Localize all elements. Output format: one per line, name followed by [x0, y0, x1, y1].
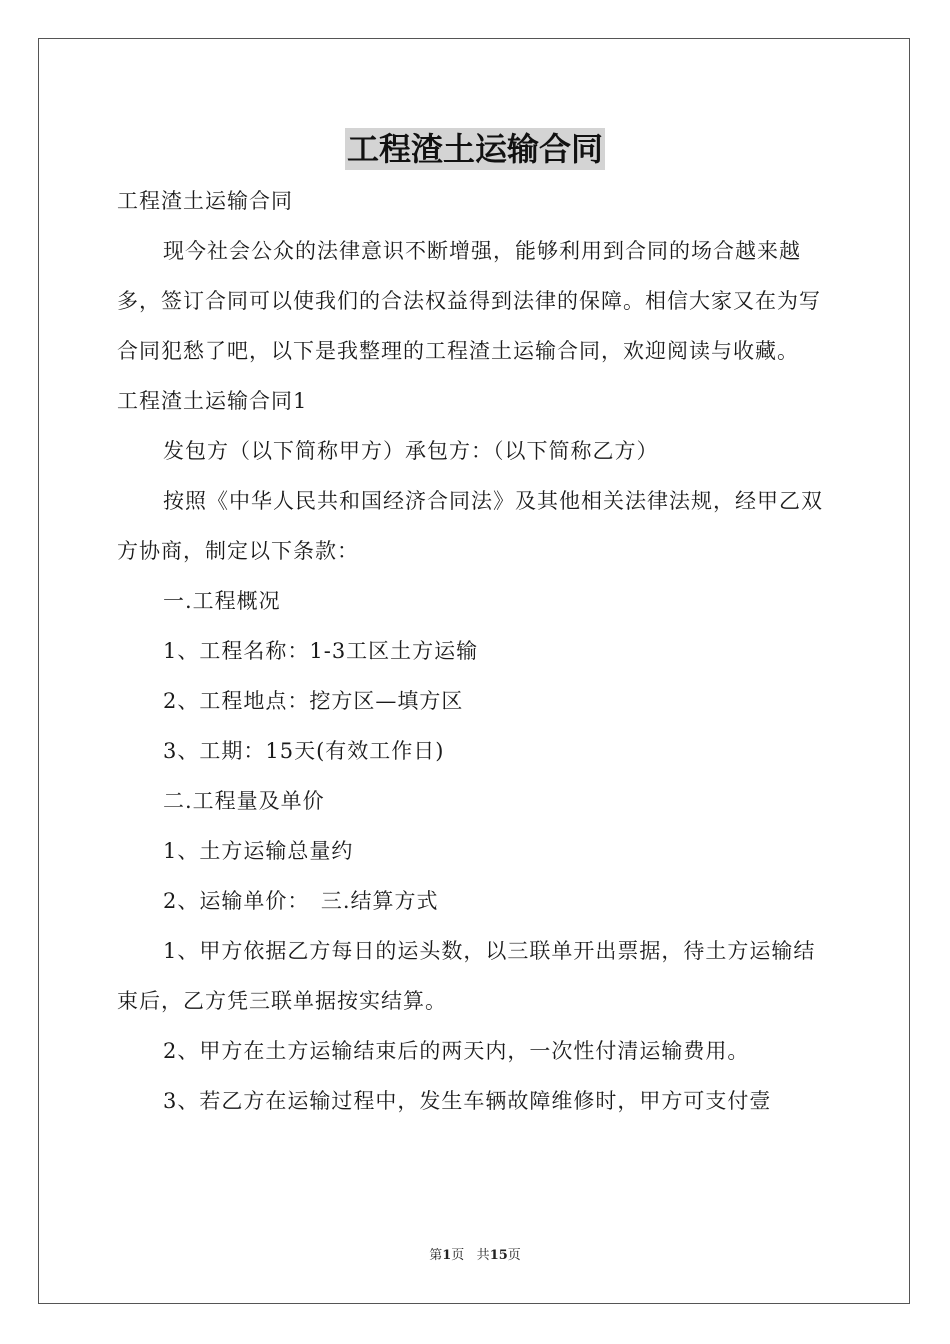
footer-total-prefix: 共	[476, 1248, 490, 1263]
footer-page-suffix: 页	[451, 1248, 465, 1263]
list-item: 1、甲方依据乙方每日的运头数，以三联单开出票据，待土方运输结束后，乙方凭三联单据按实结算。	[117, 939, 816, 1013]
section-heading: 一.工程概况	[163, 589, 281, 613]
page-number: 1	[442, 1248, 452, 1263]
list-item: 3、工期：15天(有效工作日)	[163, 739, 445, 763]
total-pages: 15	[489, 1248, 508, 1263]
section-heading: 二.工程量及单价	[163, 789, 325, 813]
footer-total-suffix: 页	[507, 1248, 521, 1263]
document-title: 工程渣土运输合同	[346, 130, 603, 168]
list-item: 2、工程地点：挖方区—填方区	[163, 689, 464, 713]
paragraph: 工程渣土运输合同	[117, 189, 293, 213]
paragraph: 现今社会公众的法律意识不断增强，能够利用到合同的场合越来越多，签订合同可以使我们的合法权益得到法律的保障。相信大家又在为写合同犯愁了吧，以下是我整理的工程渣土运输合同，欢迎阅读与收藏。	[117, 239, 821, 363]
list-item: 3、若乙方在运输过程中，发生车辆故障维修时，甲方可支付壹	[163, 1089, 772, 1113]
title-container	[0, 128, 950, 170]
list-item: 2、运输单价： 三.结算方式	[163, 889, 439, 913]
paragraph: 按照《中华人民共和国经济合同法》及其他相关法律法规，经甲乙双方协商，制定以下条款：	[117, 489, 823, 563]
paragraph: 工程渣土运输合同1	[117, 389, 308, 413]
list-item: 1、土方运输总量约	[163, 839, 354, 863]
page-footer	[0, 1246, 950, 1266]
paragraph: 发包方（以下简称甲方）承包方：（以下简称乙方）	[163, 439, 659, 463]
list-item: 1、工程名称：1-3工区土方运输	[163, 639, 479, 663]
list-item: 2、甲方在土方运输结束后的两天内，一次性付清运输费用。	[163, 1039, 750, 1063]
document-body	[117, 176, 833, 1126]
footer-prefix: 第	[429, 1248, 443, 1263]
